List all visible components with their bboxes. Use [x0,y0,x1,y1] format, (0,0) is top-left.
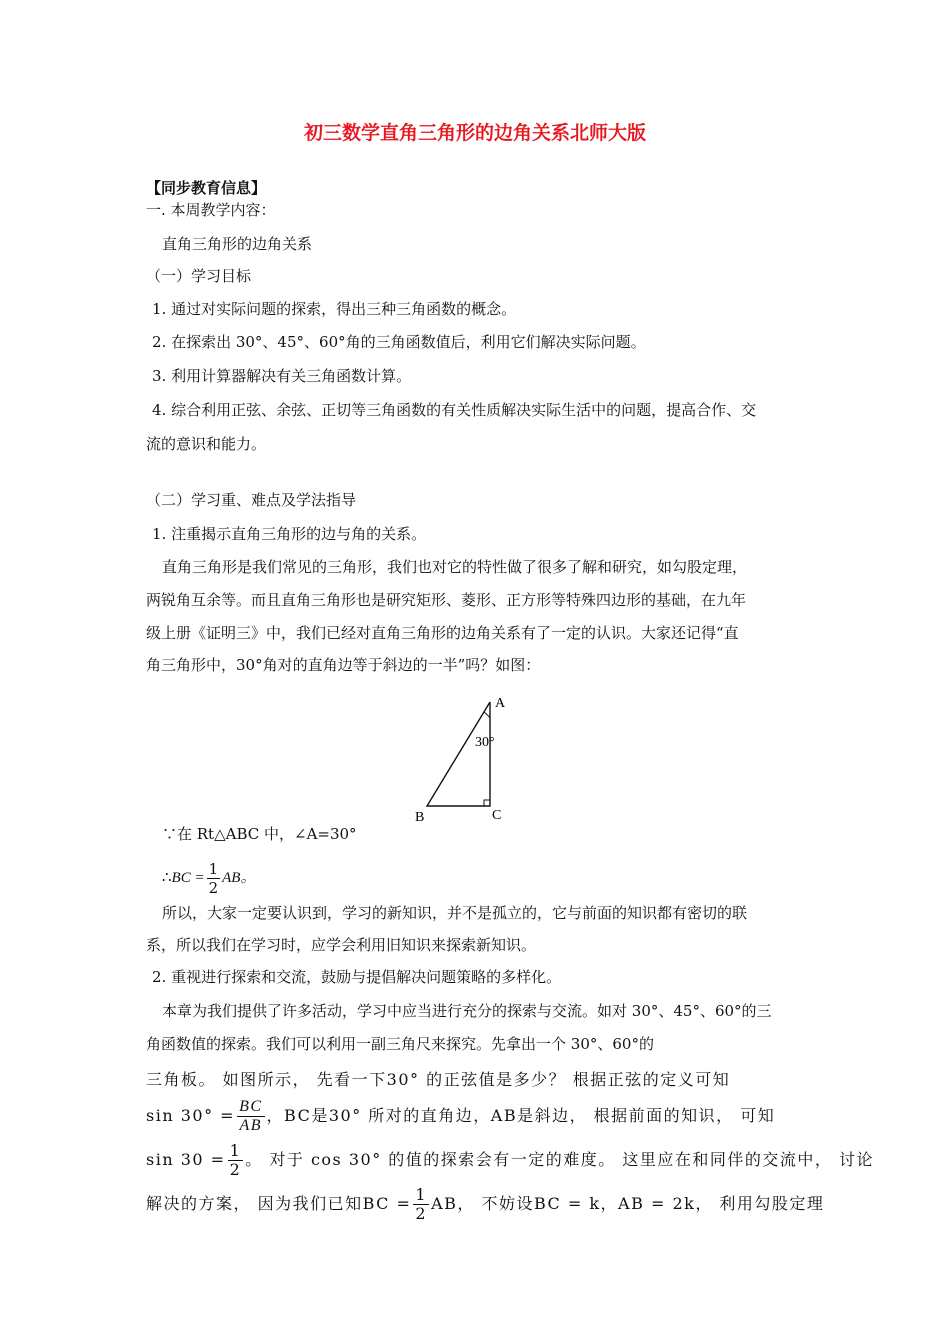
paragraph-line: 两锐角互余等。而且直角三角形也是研究矩形、菱形、正方形等特殊四边形的基础，在九年 [146,591,747,609]
fraction-denominator: AB [239,1117,263,1134]
page-title: 初三数学直角三角形的边角关系北师大版 [303,122,646,144]
heading-key-points: （二）学习重、难点及学法指导 [146,491,357,509]
fraction-denominator: 2 [229,1160,242,1179]
fraction-denominator: 2 [208,878,219,897]
formula-lhs: sin 30 = [146,1150,226,1169]
paragraph-line: 三角板。 如图所示， 先看一下30° 的正弦值是多少？ 根据正弦的定义可知 [146,1070,731,1089]
fraction-numerator: 1 [229,1141,242,1160]
because-statement: ∵在 Rt△ABC 中，∠A=30° [162,825,357,843]
paragraph-line: 所以，大家一定要认识到，学习的新知识，并不是孤立的，它与前面的知识都有密切的联 [162,904,748,922]
therefore-statement [162,858,255,897]
fraction [413,1186,429,1223]
formula-rest: ，BC是30° 所对的直角边，AB是斜边， 根据前面的知识， 可知 [266,1106,776,1125]
triangle-figure [405,688,525,828]
fraction-numerator: BC [239,1098,263,1115]
sin-formula-line [146,1096,775,1136]
goal-item: 流的意识和能力。 [146,435,267,453]
vertex-label-c: C [492,808,502,823]
section-header: 【同步教育信息】 [146,179,267,197]
formula-lhs: sin 30° = [146,1106,236,1125]
goal-item: 3. 利用计算器解决有关三角函数计算。 [152,367,412,385]
fraction [237,1098,264,1135]
paragraph-line: 本章为我们提供了许多活动，学习中应当进行充分的探索与交流。如对 30°、45°、60°的三 [162,1002,772,1020]
paragraph-line: 角函数值的探索。我们可以利用一副三角尺来探究。先拿出一个 30°、60°的 [146,1035,654,1053]
fraction-denominator: 2 [415,1204,428,1223]
formula-rest: 。 对于 cos 30° 的值的探索会有一定的难度。 这里应在和同伴的交流中， 讨论 [245,1150,874,1169]
text-segment: AB， 不妨设BC = k，AB = 2k， 利用勾股定理 [431,1194,825,1213]
paragraph-line: 级上册《证明三》中，我们已经对直角三角形的边角关系有了一定的认识。大家还记得“直 [146,624,739,642]
vertex-label-b: B [415,810,425,825]
goal-item: 2. 在探索出 30°、45°、60°角的三角函数值后，利用它们解决实际问题。 [152,333,646,351]
text-segment: 解决的方案， 因为我们已知BC = [146,1194,412,1213]
fraction-numerator: 1 [415,1185,428,1204]
topic-text: 直角三角形的边角关系 [162,235,313,253]
paragraph-line: 系，所以我们在学习时，应学会利用旧知识来探索新知识。 [146,936,537,954]
vertex-label-a: A [495,696,506,711]
goal-item: 4. 综合利用正弦、余弦、正切等三角函数的有关性质解决实际生活中的问题，提高合作、交 [152,401,757,419]
fraction [207,860,221,897]
solution-line [146,1184,824,1224]
paragraph-line: 直角三角形是我们常见的三角形，我们也对它的特性做了很多了解和研究，如勾股定理， [162,558,748,576]
heading-goals: （一）学习目标 [146,267,252,285]
formula-rhs: AB。 [222,870,256,886]
fraction [228,1142,244,1179]
formula-lhs: BC = [171,870,205,886]
sin-value-line [146,1140,874,1180]
angle-label: 30° [475,735,495,750]
key-point: 1. 注重揭示直角三角形的边与角的关系。 [152,525,427,543]
goal-item: 1. 通过对实际问题的探索，得出三种三角函数的概念。 [152,300,517,318]
heading-content: 一. 本周教学内容： [146,201,276,219]
fraction-numerator: 1 [208,859,219,878]
therefore-symbol: ∴ [162,868,172,886]
paragraph-line: 角三角形中，30°角对的直角边等于斜边的一半”吗？如图： [146,656,541,674]
key-point: 2. 重视进行探索和交流，鼓励与提倡解决问题策略的多样化。 [152,968,562,986]
